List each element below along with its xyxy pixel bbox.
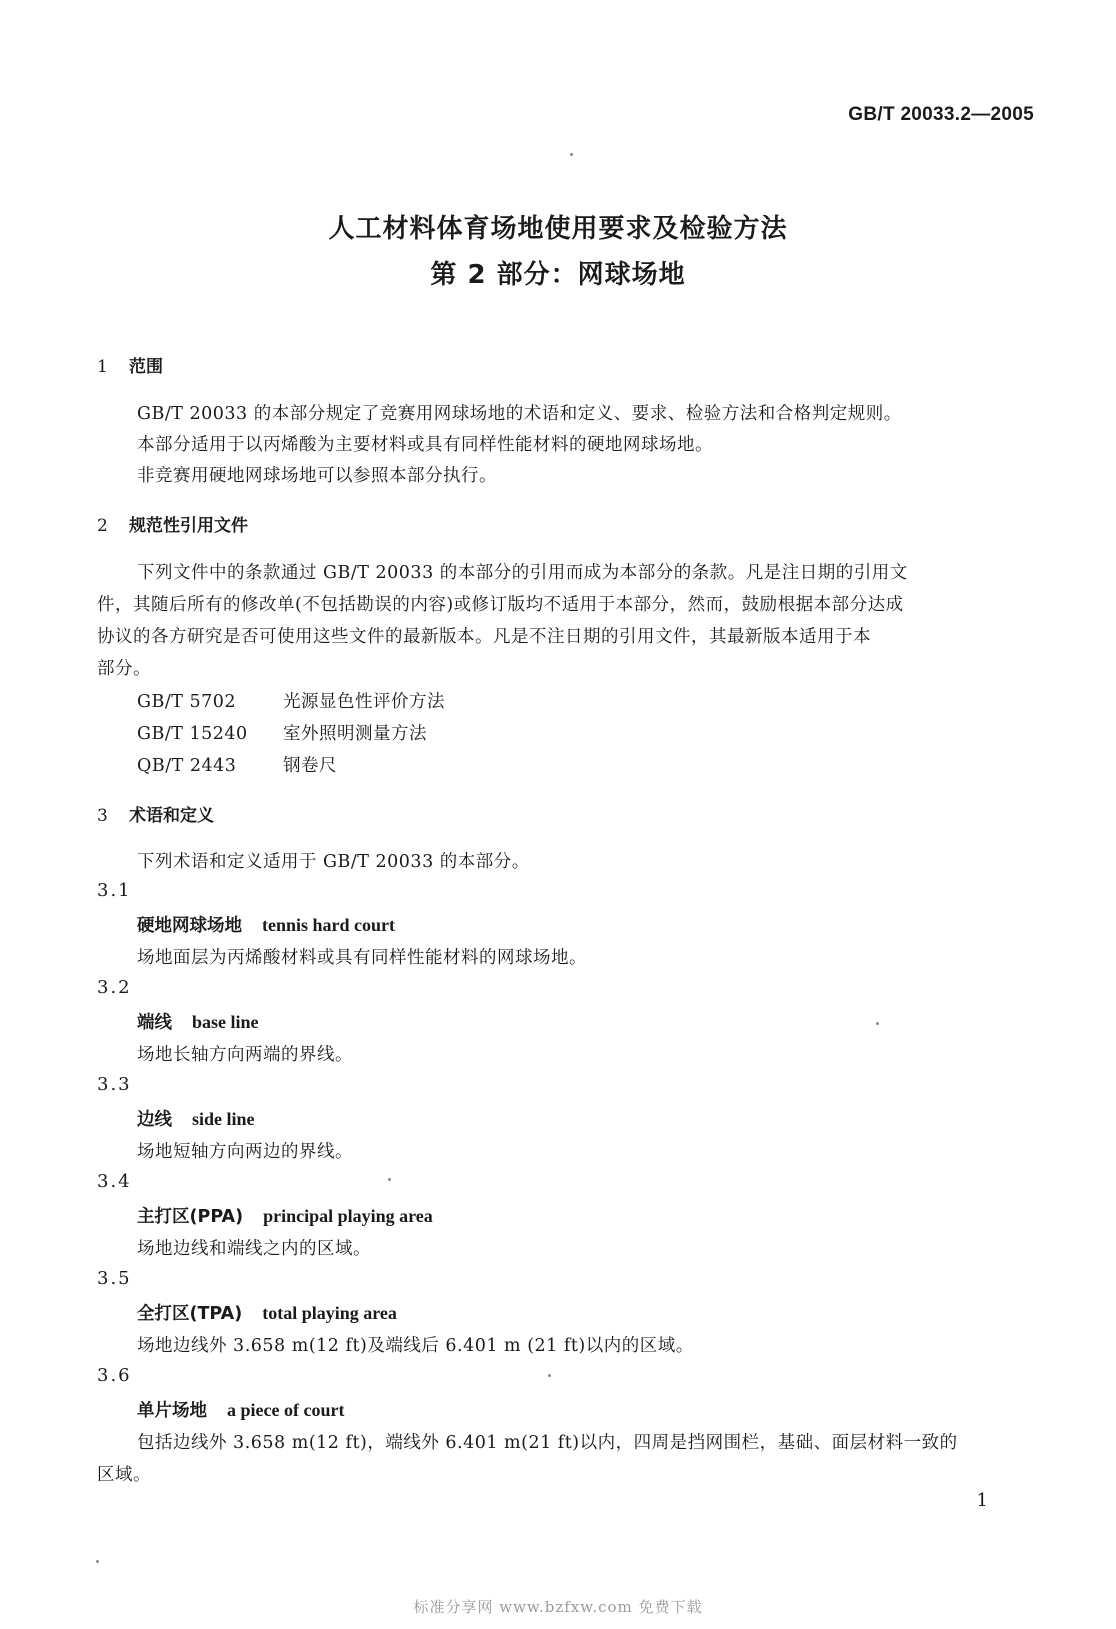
term-definition: 包括边线外 3.658 m(12 ft)，端线外 6.401 m(21 ft)以内，四周是挡网围栏，基础、面层材料一致的: [137, 1433, 958, 1453]
paragraph-line: 件，其随后所有的修改单(不包括勘误的内容)或修订版均不适用于本部分，然而，鼓励根据本部分达成: [97, 595, 904, 615]
term-definition: 场地短轴方向两边的界线。: [137, 1142, 353, 1162]
term-definition: 场地长轴方向两端的界线。: [137, 1045, 353, 1065]
scan-speck: [876, 1022, 879, 1025]
clause-number: 3.2: [97, 977, 132, 998]
term-en: a piece of court: [227, 1400, 345, 1420]
scan-speck: [548, 1374, 551, 1377]
section-number: 3: [97, 806, 108, 826]
term-en: total playing area: [262, 1303, 397, 1323]
paragraph: GB/T 20033 的本部分规定了竞赛用网球场地的术语和定义、要求、检验方法和合格判定规则。: [137, 404, 902, 424]
term-zh: 硬地网球场地: [137, 916, 242, 936]
reference-code: GB/T 5702: [137, 692, 237, 712]
term-en: principal playing area: [263, 1206, 433, 1226]
reference-item: [137, 688, 445, 713]
reference-item: [137, 752, 337, 777]
section-1-heading: [97, 352, 163, 377]
term-en: side line: [192, 1109, 255, 1129]
scan-speck: [96, 1560, 99, 1563]
reference-title: 光源显色性评价方法: [283, 692, 445, 712]
term-heading: [137, 1203, 433, 1228]
paragraph-line: 部分。: [97, 659, 151, 679]
section-number: 2: [97, 516, 108, 536]
term-definition: 场地边线和端线之内的区域。: [137, 1239, 371, 1259]
section-title: 术语和定义: [129, 806, 214, 826]
term-zh: 端线: [137, 1013, 172, 1033]
reference-title: 室外照明测量方法: [283, 724, 427, 744]
paragraph: 本部分适用于以丙烯酸为主要材料或具有同样性能材料的硬地网球场地。: [137, 435, 713, 455]
term-en: base line: [192, 1012, 259, 1032]
clause-number: 3.1: [97, 880, 132, 901]
term-zh: 边线: [137, 1110, 172, 1130]
term-heading: [137, 912, 395, 937]
paragraph: 下列术语和定义适用于 GB/T 20033 的本部分。: [137, 852, 530, 872]
section-number: 1: [97, 357, 108, 377]
term-zh: 主打区(PPA): [137, 1207, 244, 1227]
title-line-1: 人工材料体育场地使用要求及检验方法: [328, 214, 788, 244]
reference-code: GB/T 15240: [137, 724, 248, 744]
paragraph: 非竞赛用硬地网球场地可以参照本部分执行。: [137, 466, 497, 486]
section-2-heading: [97, 511, 248, 536]
section-title: 范围: [129, 357, 163, 377]
scan-speck: [570, 153, 573, 156]
term-heading: [137, 1106, 255, 1131]
standard-code: GB/T 20033.2—2005: [848, 104, 1034, 125]
paragraph-line: 下列文件中的条款通过 GB/T 20033 的本部分的引用而成为本部分的条款。凡是注日期的引用文: [137, 563, 908, 583]
page-number: 1: [976, 1490, 988, 1511]
term-heading: [137, 1300, 397, 1325]
term-definition-continued: 区域。: [97, 1465, 151, 1485]
term-heading: [137, 1397, 344, 1422]
term-zh: 单片场地: [137, 1401, 207, 1421]
term-heading: [137, 1009, 259, 1034]
reference-code: QB/T 2443: [137, 756, 237, 776]
section-3-heading: [97, 801, 214, 826]
term-zh: 全打区(TPA): [137, 1304, 243, 1324]
title-line-2: 第 2 部分：网球场地: [430, 260, 686, 290]
clause-number: 3.6: [97, 1365, 132, 1386]
clause-number: 3.4: [97, 1171, 132, 1192]
scan-speck: [388, 1178, 391, 1181]
footer-watermark: 标准分享网 www.bzfxw.com 免费下载: [413, 1598, 703, 1616]
clause-number: 3.5: [97, 1268, 132, 1289]
term-en: tennis hard court: [262, 915, 396, 935]
reference-title: 钢卷尺: [283, 756, 337, 776]
term-definition: 场地边线外 3.658 m(12 ft)及端线后 6.401 m (21 ft)以内的区域。: [137, 1336, 694, 1356]
clause-number: 3.3: [97, 1074, 132, 1095]
reference-item: [137, 720, 427, 745]
paragraph-line: 协议的各方研究是否可使用这些文件的最新版本。凡是不注日期的引用文件，其最新版本适用于本: [97, 627, 871, 647]
term-definition: 场地面层为丙烯酸材料或具有同样性能材料的网球场地。: [137, 948, 587, 968]
section-title: 规范性引用文件: [129, 516, 248, 536]
